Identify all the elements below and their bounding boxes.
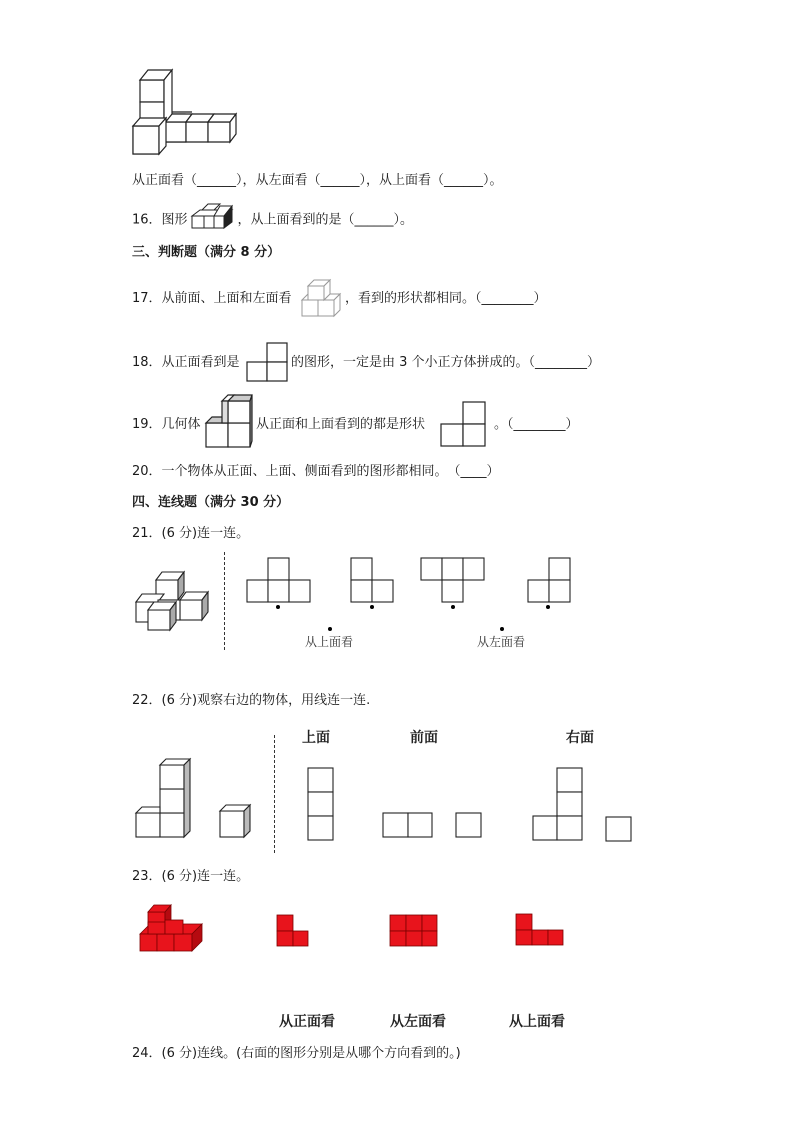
q22-view-single-b (605, 816, 633, 844)
q16-figure (188, 207, 238, 233)
q18-suffix: 的图形，一定是由 3 个小正方体拼成的。（________） (291, 355, 601, 370)
q16-prefix: 16．图形 (132, 212, 188, 228)
q23-solid-figure (138, 902, 206, 954)
q23-view-option-3 (515, 913, 565, 947)
q17-suffix: ，看到的形状都相同。（________） (345, 291, 547, 306)
q19-prefix: 19．几何体 (132, 417, 201, 432)
q17-prefix: 17．从前面、上面和左面看 (132, 291, 292, 306)
q24-title: 24．(6 分)连线。(右面的图形分别是从哪个方向看到的。) (132, 1046, 461, 1061)
q18-figure (246, 342, 290, 384)
q19-suffix: 。（________） (494, 417, 579, 432)
q22-view-column3 (307, 767, 335, 843)
q15-cube-figure (130, 66, 242, 158)
q19-shape-figure (439, 401, 487, 447)
q21-view-option-1 (246, 557, 312, 609)
q21-solid-figure (134, 570, 214, 634)
q22-head-front: 前面 (410, 730, 438, 746)
q21-view-option-2 (350, 557, 396, 609)
q21-label-left: 从左面看 (477, 635, 526, 649)
section3-title: 三、判断题（满分 8 分） (132, 245, 281, 260)
q21-title: 21．(6 分)连一连。 (132, 526, 250, 541)
q21-view-option-3 (420, 557, 486, 609)
q21-dot-top (327, 626, 333, 632)
q23-view-option-2 (389, 914, 439, 948)
q23-title: 23．(6 分)连一连。 (132, 869, 250, 884)
q16-question (132, 207, 413, 233)
q22-title: 22．(6 分)观察右边的物体，用线连一连. (132, 693, 371, 708)
q21-divider (224, 552, 225, 650)
q23-label-front: 从正面看 (279, 1014, 335, 1030)
q22-view-l-shape (532, 767, 584, 843)
q18-prefix: 18．从正面看到是 (132, 355, 240, 370)
q22-head-top: 上面 (302, 730, 330, 746)
q19-solid-figure (202, 393, 254, 451)
q22-solid-figure (134, 755, 256, 841)
q15-answer-line: 从正面看（______），从左面看（______），从上面看（______）。 (132, 173, 503, 188)
q23-label-top: 从上面看 (509, 1014, 565, 1030)
q20-text: 20．一个物体从正面、上面、侧面看到的图形都相同。 （____） (132, 464, 500, 479)
q22-view-row2 (382, 812, 434, 840)
q17-figure (300, 278, 344, 320)
q19-middle: 从正面和上面看到的都是形状 (256, 417, 426, 432)
q23-label-left: 从左面看 (390, 1014, 446, 1030)
q22-head-right: 右面 (566, 730, 594, 746)
section4-title: 四、连线题（满分 30 分） (132, 495, 290, 510)
q21-view-option-4 (527, 557, 573, 609)
q23-view-option-1 (276, 914, 310, 948)
q16-suffix: ，从上面看到的是（______）。 (237, 212, 414, 228)
q22-view-single-a (455, 812, 483, 840)
q22-divider (274, 735, 275, 853)
q21-label-top: 从上面看 (305, 635, 354, 649)
q21-dot-left (499, 626, 505, 632)
